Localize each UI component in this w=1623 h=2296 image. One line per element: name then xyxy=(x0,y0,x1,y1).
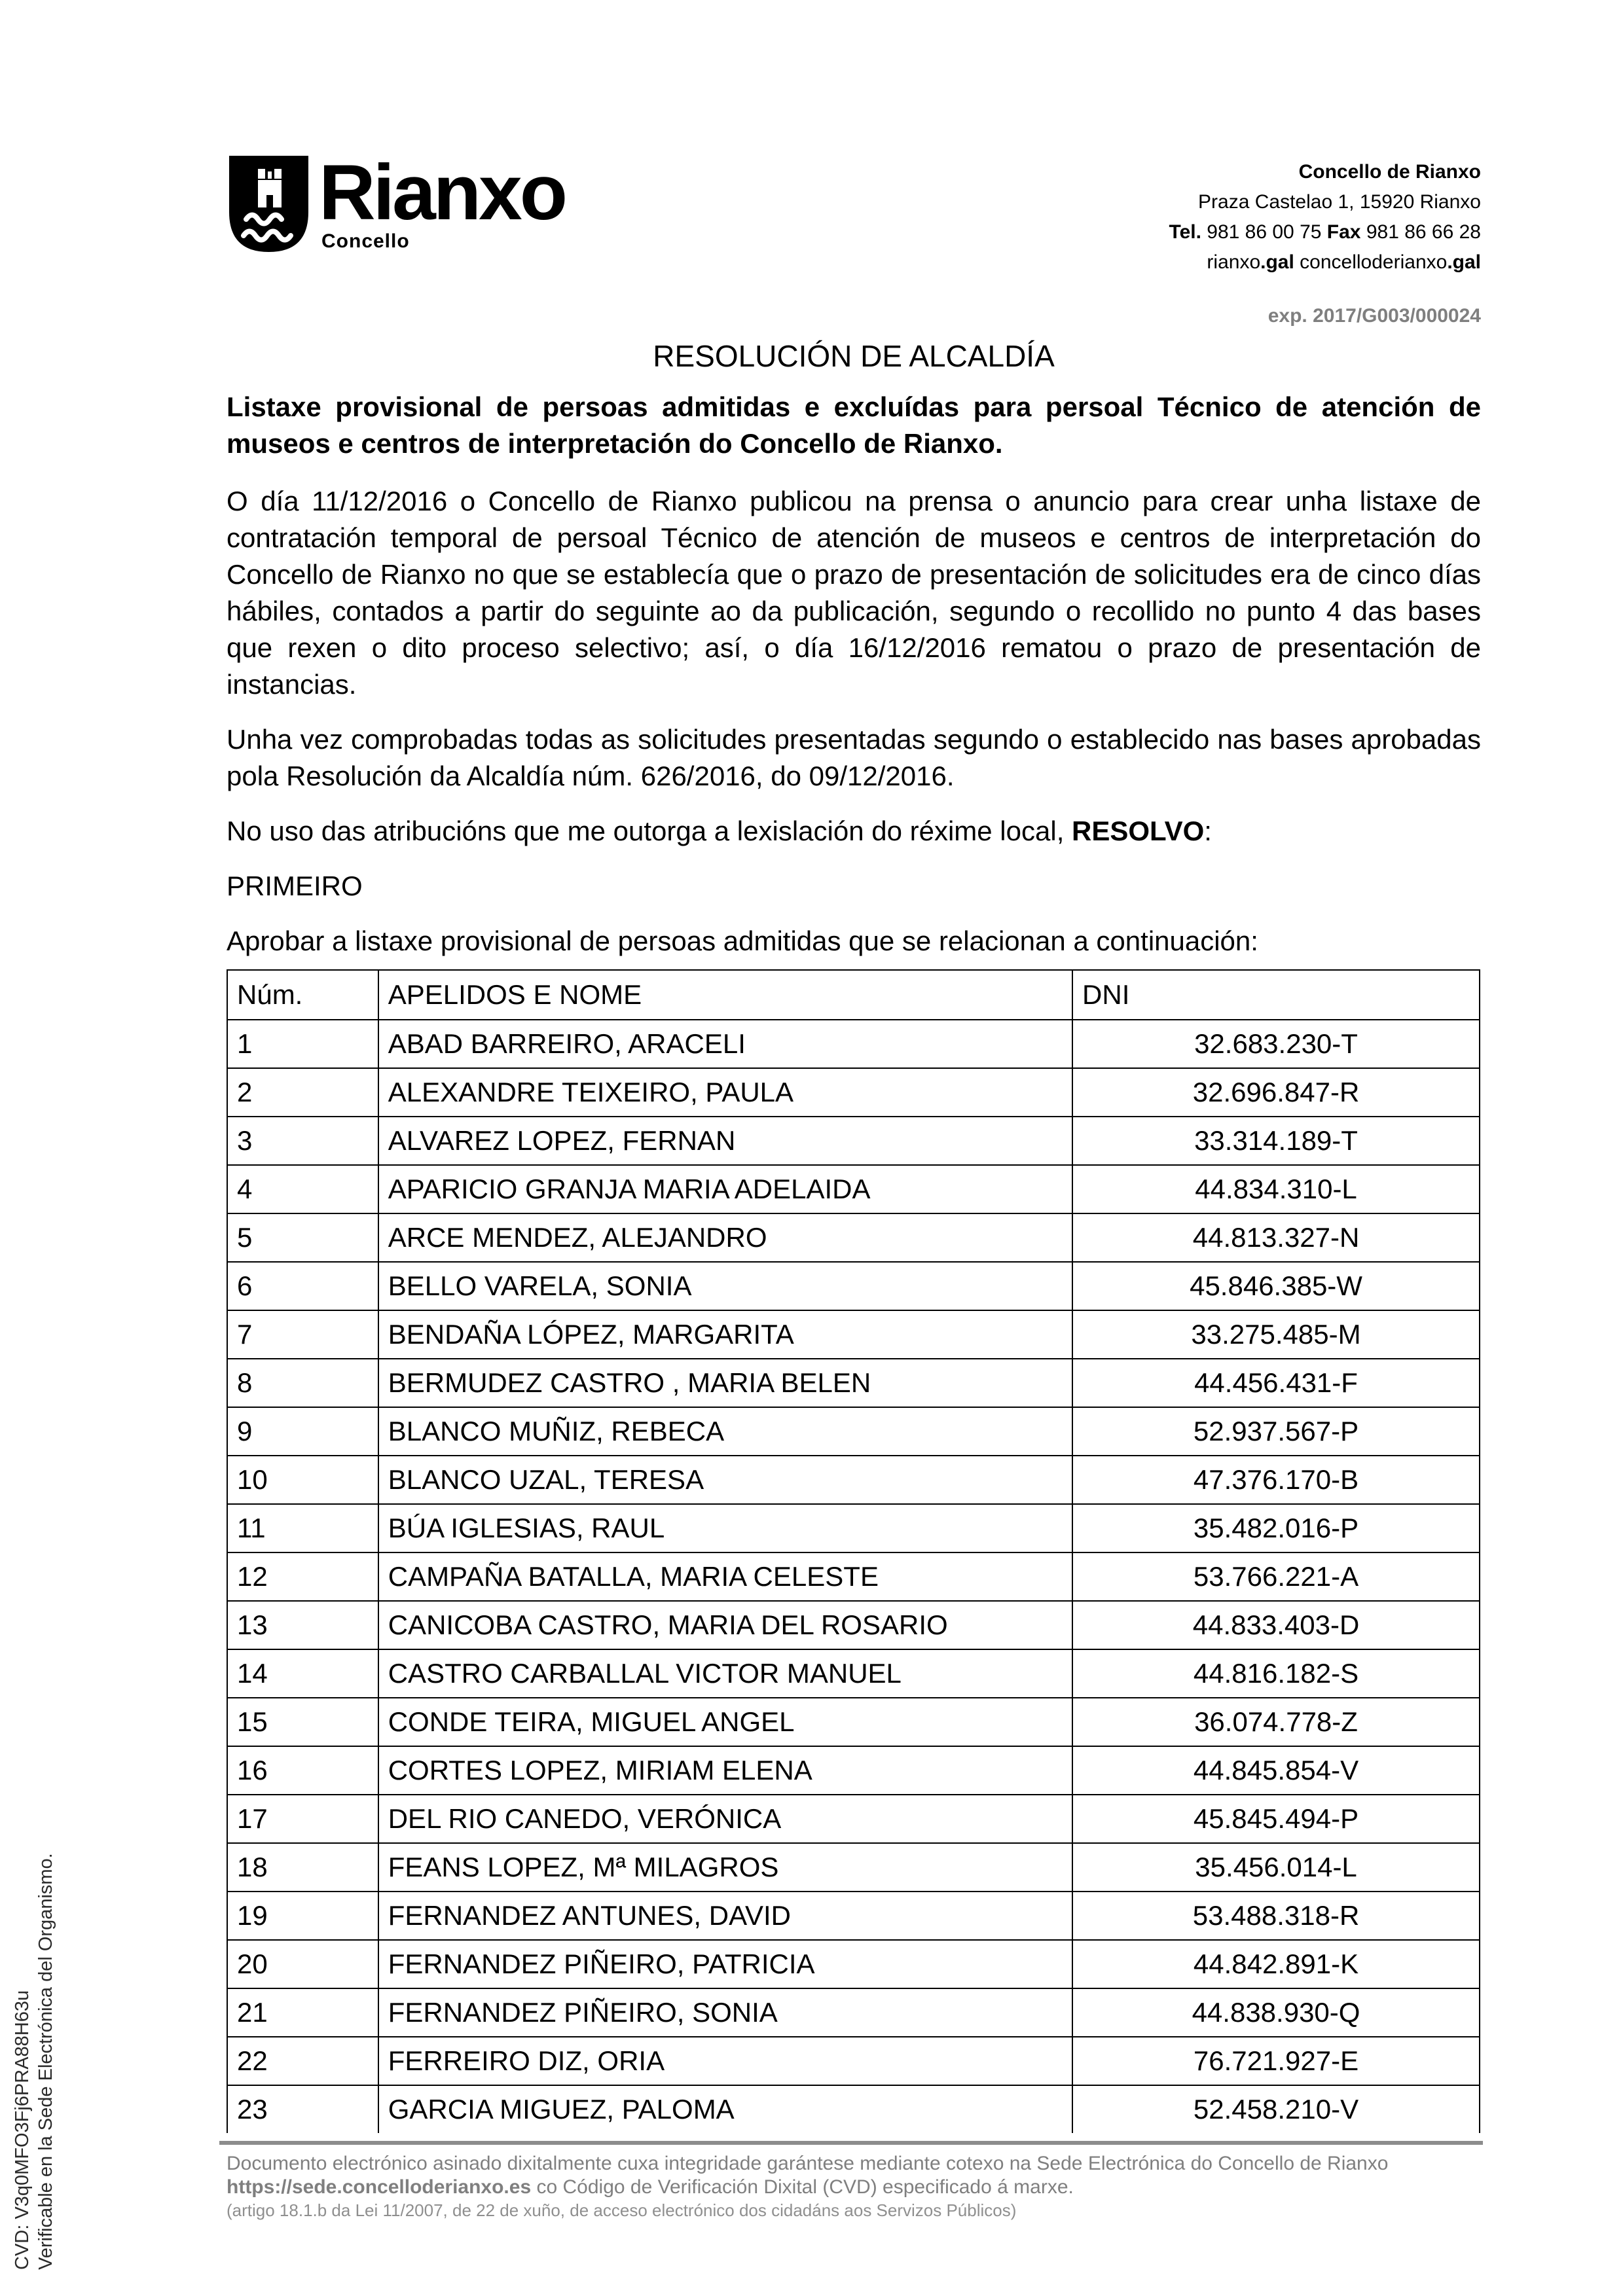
paragraph-approve-list: Aprobar a listaxe provisional de persoas admitidas que se relacionan a continuación: xyxy=(227,925,1258,956)
document-title: RESOLUCIÓN DE ALCALDÍA xyxy=(653,339,1055,373)
table-row xyxy=(227,1262,1480,1310)
cell-dni: 44.834.310-L xyxy=(1072,1165,1480,1213)
cell-name: BENDAÑA LÓPEZ, MARGARITA xyxy=(378,1310,1072,1359)
cell-num: 7 xyxy=(227,1310,378,1359)
cell-dni: 52.458.210-V xyxy=(1072,2085,1480,2133)
cell-name: BERMUDEZ CASTRO , MARIA BELEN xyxy=(378,1359,1072,1407)
cell-name: FEANS LOPEZ, Mª MILAGROS xyxy=(378,1843,1072,1892)
footer-sede-url: https://sede.concelloderianxo.es xyxy=(227,2176,532,2198)
cell-num: 21 xyxy=(227,1988,378,2037)
header-dni: DNI xyxy=(1072,970,1480,1020)
admitted-persons-table xyxy=(227,969,1480,2133)
table-row xyxy=(227,1988,1480,2037)
fax-label: Fax xyxy=(1326,221,1361,243)
table-row xyxy=(227,1746,1480,1795)
footer-line2-rest: co Código de Verificación Dixital (CVD) especificado á marxe. xyxy=(531,2176,1074,2198)
paragraph-resolvo xyxy=(227,813,1481,850)
cell-dni: 32.696.847-R xyxy=(1072,1068,1480,1117)
contact-org: Concello de Rianxo xyxy=(1298,161,1481,183)
cell-dni: 44.456.431-F xyxy=(1072,1359,1480,1407)
cell-dni: 33.314.189-T xyxy=(1072,1117,1480,1165)
table-row xyxy=(227,1020,1480,1068)
cell-num: 9 xyxy=(227,1407,378,1456)
tel-label: Tel. xyxy=(1169,221,1201,243)
tel-number: 981 86 00 75 xyxy=(1201,221,1327,243)
contact-phone-line xyxy=(1169,217,1481,247)
cell-num: 5 xyxy=(227,1213,378,1262)
cell-name: BELLO VARELA, SONIA xyxy=(378,1262,1072,1310)
contact-block xyxy=(1169,157,1481,278)
cell-num: 22 xyxy=(227,2037,378,2085)
table-row xyxy=(227,1601,1480,1649)
cell-num: 23 xyxy=(227,2085,378,2133)
cell-name: BÚA IGLESIAS, RAUL xyxy=(378,1504,1072,1552)
header-name: APELIDOS E NOME xyxy=(378,970,1072,1020)
table-row xyxy=(227,1940,1480,1988)
table-row xyxy=(227,1117,1480,1165)
table-row xyxy=(227,1310,1480,1359)
table-row xyxy=(227,2085,1480,2133)
cell-num: 20 xyxy=(227,1940,378,1988)
cell-name: CONDE TEIRA, MIGUEL ANGEL xyxy=(378,1698,1072,1746)
logo-name: Rianxo xyxy=(319,149,566,236)
cell-dni: 52.937.567-P xyxy=(1072,1407,1480,1456)
table-row xyxy=(227,1359,1480,1407)
cell-name: GARCIA MIGUEZ, PALOMA xyxy=(378,2085,1072,2133)
cell-dni: 45.846.385-W xyxy=(1072,1262,1480,1310)
expediente-number: exp. 2017/G003/000024 xyxy=(1267,305,1481,327)
section-heading-primeiro: PRIMEIRO xyxy=(227,870,363,901)
cell-name: BLANCO MUÑIZ, REBECA xyxy=(378,1407,1072,1456)
cell-name: CASTRO CARBALLAL VICTOR MANUEL xyxy=(378,1649,1072,1698)
cvd-sidebar xyxy=(10,1799,58,2270)
cell-num: 10 xyxy=(227,1456,378,1504)
cell-name: ABAD BARREIRO, ARACELI xyxy=(378,1020,1072,1068)
cell-dni: 45.845.494-P xyxy=(1072,1795,1480,1843)
table-row xyxy=(227,1504,1480,1552)
cell-name: FERNANDEZ PIÑEIRO, PATRICIA xyxy=(378,1940,1072,1988)
table-row xyxy=(227,1843,1480,1892)
table-row xyxy=(227,1698,1480,1746)
table-row xyxy=(227,1456,1480,1504)
table-row xyxy=(227,1165,1480,1213)
shield-castle-waves-icon xyxy=(229,156,308,252)
cvd-code: CVD: V3q0MFO3Fj6PRA88H63u xyxy=(12,1990,33,2270)
cell-name: ALEXANDRE TEIXEIRO, PAULA xyxy=(378,1068,1072,1117)
cell-dni: 44.833.403-D xyxy=(1072,1601,1480,1649)
cell-name: DEL RIO CANEDO, VERÓNICA xyxy=(378,1795,1072,1843)
cell-num: 18 xyxy=(227,1843,378,1892)
subject-paragraph: Listaxe provisional de persoas admitidas e excluídas para persoal Técnico de atención de museos e centros de interpretación do Concello de Rianxo. xyxy=(227,391,1481,459)
cell-num: 2 xyxy=(227,1068,378,1117)
cell-num: 17 xyxy=(227,1795,378,1843)
cell-name: BLANCO UZAL, TERESA xyxy=(378,1456,1072,1504)
contact-web-line xyxy=(1169,247,1481,278)
cell-dni: 44.813.327-N xyxy=(1072,1213,1480,1262)
paragraph-announcement: O día 11/12/2016 o Concello de Rianxo publicou na prensa o anuncio para crear unha listaxe de contratación temporal de persoal Técnico de atención de museos e centros de interpretación do Concello de Rianxo no que se establecía que o prazo de presentación de solicitudes era de cinco días hábiles, contados a partir do seguinte ao da publicación, segundo o recollido no punto 4 das bases que rexen o dito proceso selectivo; así, o día 16/12/2016 rematou o prazo de presentación de instancias. xyxy=(227,486,1481,700)
cell-num: 14 xyxy=(227,1649,378,1698)
document-body xyxy=(227,338,1481,2133)
cell-num: 15 xyxy=(227,1698,378,1746)
logo-subtitle: Concello xyxy=(321,230,410,252)
footer xyxy=(227,2152,1490,2221)
contact-address: Praza Castelao 1, 15920 Rianxo xyxy=(1198,191,1481,213)
cell-num: 6 xyxy=(227,1262,378,1310)
resolvo-post: : xyxy=(1204,816,1212,846)
table-row xyxy=(227,1892,1480,1940)
logo-text xyxy=(319,149,566,253)
cell-name: FERNANDEZ ANTUNES, DAVID xyxy=(378,1892,1072,1940)
cell-dni: 44.845.854-V xyxy=(1072,1746,1480,1795)
footer-line3: (artigo 18.1.b da Lei 11/2007, de 22 de xuño, de acceso electrónico dos cidadáns aos Servizos Públicos) xyxy=(227,2200,1017,2220)
cell-dni: 33.275.485-M xyxy=(1072,1310,1480,1359)
cell-dni: 44.816.182-S xyxy=(1072,1649,1480,1698)
web2-tld: .gal xyxy=(1447,251,1481,273)
web2-name: concelloderianxo xyxy=(1294,251,1448,273)
cell-dni: 32.683.230-T xyxy=(1072,1020,1480,1068)
cell-name: FERNANDEZ PIÑEIRO, SONIA xyxy=(378,1988,1072,2037)
paragraph-verification: Unha vez comprobadas todas as solicitudes presentadas segundo o establecido nas bases aprobadas pola Resolución da Alcaldía núm. 626/2016, do 09/12/2016. xyxy=(227,724,1481,791)
cell-name: ARCE MENDEZ, ALEJANDRO xyxy=(378,1213,1072,1262)
resolvo-pre: No uso das atribucións que me outorga a lexislación do réxime local, xyxy=(227,816,1072,846)
table-row xyxy=(227,1213,1480,1262)
table-row xyxy=(227,1552,1480,1601)
cell-num: 3 xyxy=(227,1117,378,1165)
table-row xyxy=(227,1068,1480,1117)
web1-tld: .gal xyxy=(1260,251,1294,273)
cell-num: 13 xyxy=(227,1601,378,1649)
cell-dni: 47.376.170-B xyxy=(1072,1456,1480,1504)
cell-name: CANICOBA CASTRO, MARIA DEL ROSARIO xyxy=(378,1601,1072,1649)
cell-dni: 53.766.221-A xyxy=(1072,1552,1480,1601)
header-num: Núm. xyxy=(227,970,378,1020)
table-row xyxy=(227,1407,1480,1456)
fax-number: 981 86 66 28 xyxy=(1360,221,1481,243)
cell-num: 16 xyxy=(227,1746,378,1795)
cell-num: 19 xyxy=(227,1892,378,1940)
cell-name: FERREIRO DIZ, ORIA xyxy=(378,2037,1072,2085)
cell-num: 1 xyxy=(227,1020,378,1068)
web1-name: rianxo xyxy=(1207,251,1261,273)
cvd-verify-note: Verificable en la Sede Electrónica del Organismo. xyxy=(35,1853,56,2270)
cell-name: CAMPAÑA BATALLA, MARIA CELESTE xyxy=(378,1552,1072,1601)
footer-line1: Documento electrónico asinado dixitalmente cuxa integridade garántese mediante cotexo na Sede Electrónica do Concello de Rianxo xyxy=(227,2153,1389,2174)
table-header-row xyxy=(227,970,1480,1020)
table-row xyxy=(227,1795,1480,1843)
cell-dni: 36.074.778-Z xyxy=(1072,1698,1480,1746)
cell-dni: 44.838.930-Q xyxy=(1072,1988,1480,2037)
resolvo-bold: RESOLVO xyxy=(1072,816,1205,846)
cell-num: 8 xyxy=(227,1359,378,1407)
cell-num: 11 xyxy=(227,1504,378,1552)
cell-num: 12 xyxy=(227,1552,378,1601)
cell-dni: 44.842.891-K xyxy=(1072,1940,1480,1988)
cell-dni: 35.482.016-P xyxy=(1072,1504,1480,1552)
cell-num: 4 xyxy=(227,1165,378,1213)
cell-name: CORTES LOPEZ, MIRIAM ELENA xyxy=(378,1746,1072,1795)
table-row xyxy=(227,2037,1480,2085)
admitted-table-body xyxy=(227,1020,1480,2133)
footer-divider xyxy=(219,2141,1483,2145)
cell-dni: 35.456.014-L xyxy=(1072,1843,1480,1892)
footer-line2 xyxy=(227,2176,1490,2199)
cell-name: APARICIO GRANJA MARIA ADELAIDA xyxy=(378,1165,1072,1213)
cell-dni: 76.721.927-E xyxy=(1072,2037,1480,2085)
cell-dni: 53.488.318-R xyxy=(1072,1892,1480,1940)
cell-name: ALVAREZ LOPEZ, FERNAN xyxy=(378,1117,1072,1165)
municipal-logo xyxy=(229,149,566,253)
table-row xyxy=(227,1649,1480,1698)
